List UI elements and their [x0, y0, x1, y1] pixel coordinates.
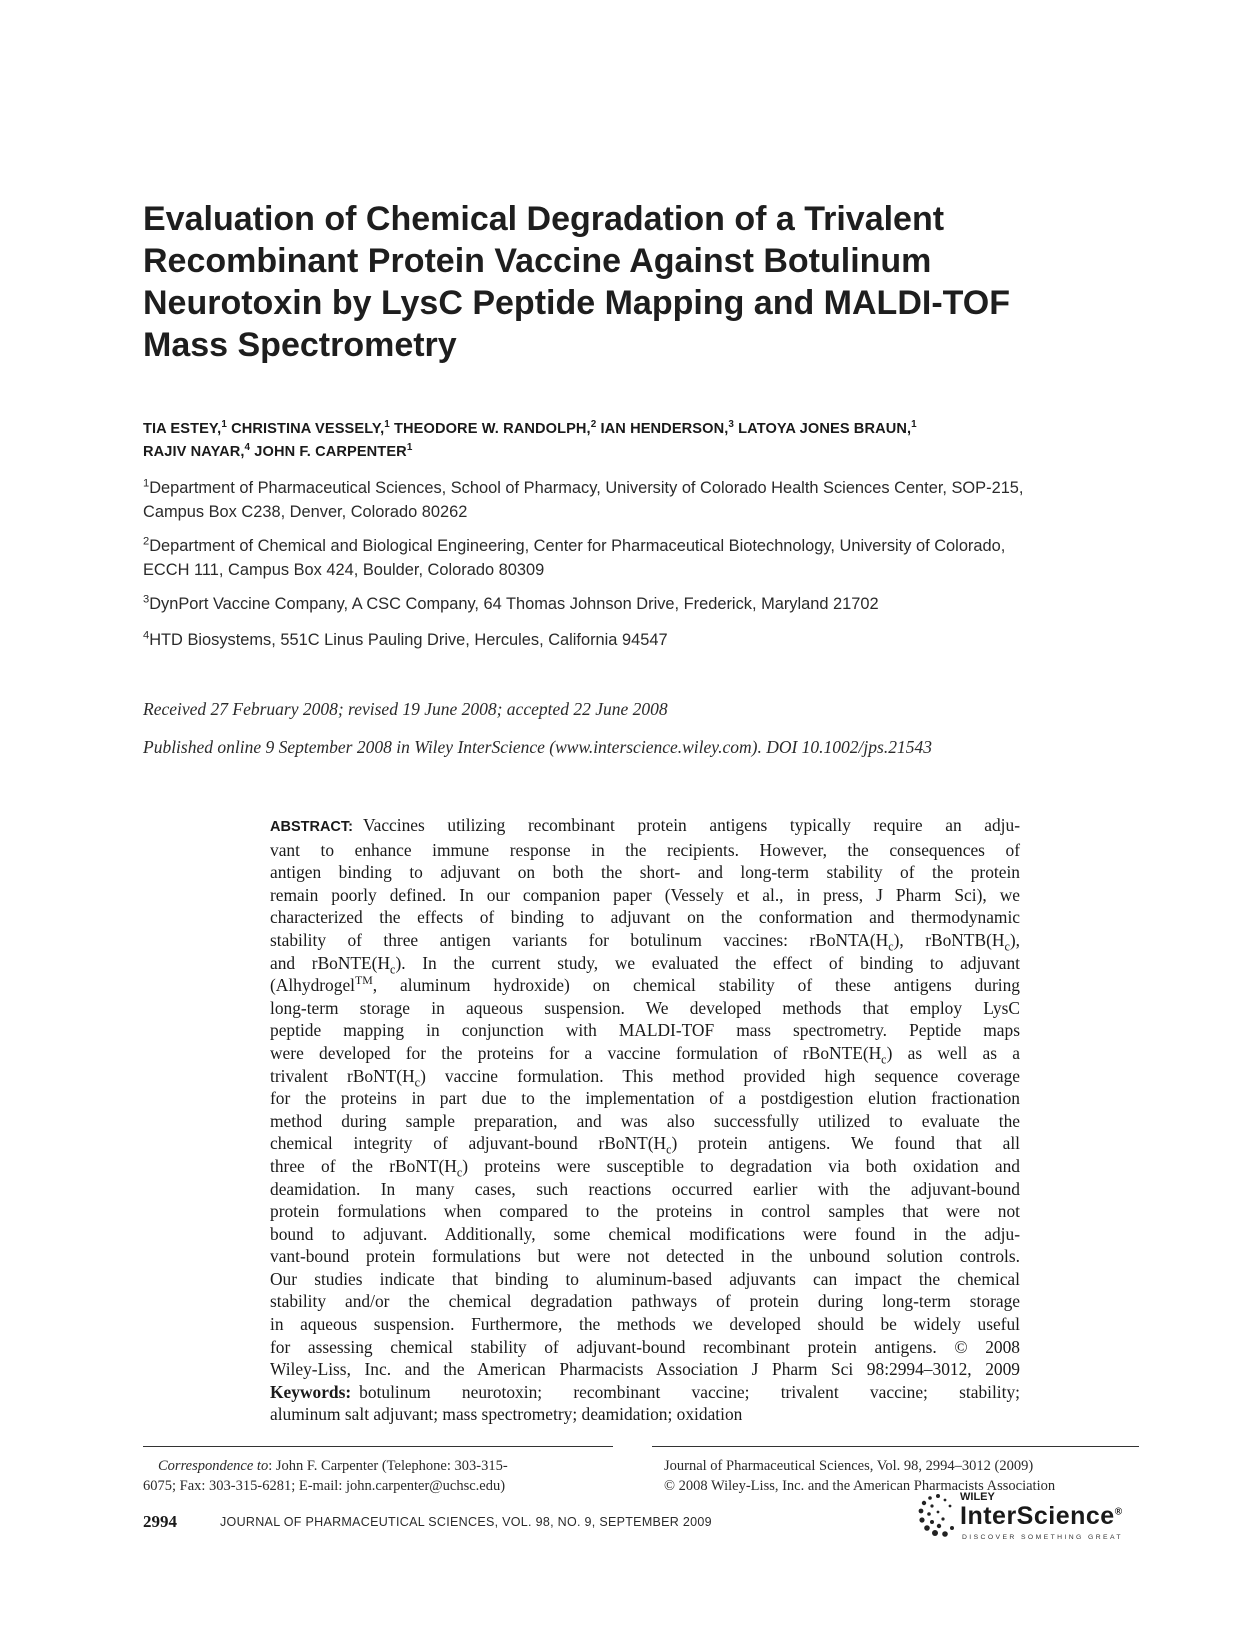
author-name: LATOYA JONES BRAUN, [738, 421, 912, 437]
author-affiliation-marker: 4 [244, 442, 251, 454]
abstract [270, 814, 1020, 1426]
keywords-line: aluminum salt adjuvant; mass spectrometry; deamidation; oxidation [270, 1404, 743, 1425]
abstract-line: ABSTRACT: Vaccines utilizing recombinant protein antigens typically require an adju- [270, 815, 1020, 835]
abstract-line: chemical integrity of adjuvant-bound $rBoNT(H_c)$ protein antigens. We found that all [270, 1133, 1020, 1157]
abstract-line: in aqueous suspension. Furthermore, the methods we developed should be widely useful [270, 1314, 1020, 1335]
interscience-wordmark: InterScience® [960, 1502, 1123, 1530]
abstract-line: for assessing chemical stability of adjuvant-bound recombinant protein antigens. © 2008 [270, 1336, 1020, 1357]
footnote-rule [143, 1446, 613, 1447]
abstract-line: for the proteins in part due to the implementation of a postdigestion elution fractionation [270, 1088, 1020, 1109]
author-name: CHRISTINA VESSELY, [231, 421, 385, 437]
affiliation-marker: 1 [143, 477, 150, 490]
affiliation [143, 534, 1143, 582]
author-affiliation-marker: 1 [221, 419, 227, 431]
abstract-line: were developed for the proteins for a vaccine formulation of $rBoNTE(H_c)$ as well as a [270, 1042, 1020, 1067]
abstract-line: stability of three antigen variants for botulinum vaccines: $rBoNTA(H_c)$, $rBoNTB(H_c)$, [270, 929, 1020, 954]
affiliation-marker: 3 [143, 593, 150, 606]
correspondence-line: 6075; Fax: 303-315-6281; E-mail: john.carpenter@uchsc.edu) [143, 1478, 506, 1494]
correspondence [143, 1456, 623, 1496]
dots-swirl-icon [918, 1492, 958, 1538]
abstract-line: protein formulations when compared to the proteins in control samples that were not [270, 1201, 1020, 1222]
affiliation-line: $^4$HTD Biosystems, 551C Linus Pauling Drive, Hercules, California 94547 [143, 629, 668, 649]
author-affiliation-marker: 1 [406, 442, 413, 454]
keywords-line [270, 1381, 1020, 1404]
page-number: 2994 [143, 1512, 177, 1531]
affiliation [143, 476, 1143, 524]
abstract-line: stability and/or the chemical degradation pathways of protein during long-term storage [270, 1291, 1020, 1312]
wiley-interscience-logo [918, 1490, 1138, 1548]
affiliation-line: $^1$Department of Pharmaceutical Sciences, School of Pharmacy, University of Colorado Health Sciences Center, SOP-215, [143, 477, 1024, 497]
abstract-line: bound to adjuvant. Additionally, some chemical modifications were found in the adju- [270, 1223, 1020, 1244]
author-name: IAN HENDERSON, [600, 421, 729, 437]
article-title [143, 198, 1103, 366]
abstract-line: deamidation. In many cases, such reactions occurred earlier with the adjuvant-bound [270, 1178, 1020, 1199]
author-name: TIA ESTEY, [143, 421, 222, 437]
affiliation-line: $^3$DynPort Vaccine Company, A CSC Company, 64 Thomas Johnson Drive, Frederick, Maryland 21702 [143, 593, 879, 613]
affiliation-line: ECCH 111, Campus Box 424, Boulder, Colorado 80309 [143, 561, 545, 579]
author-list [143, 418, 1143, 464]
title-line: Recombinant Protein Vaccine Against Botulinum [143, 242, 932, 280]
author-name: JOHN F. CARPENTER [254, 444, 407, 460]
title-line: Mass Spectrometry [143, 326, 457, 364]
abstract-line: characterized the effects of binding to adjuvant on the conformation and thermodynamic [270, 907, 1020, 928]
abstract-line: (Alhydrogel™, aluminum hydroxide) on chemical stability of these antigens during [270, 973, 1020, 996]
publication-info: Published online 9 September 2008 in Wiley InterScience (www.interscience.wiley.com). DOI 10.1002/jps.21543 [143, 737, 932, 757]
affiliation-line: $^2$Department of Chemical and Biological Engineering, Center for Pharmaceutical Biotechnology, University of Colorado, [143, 535, 1006, 555]
abstract-line: vant-bound protein formulations but were not detected in the unbound solution controls. [270, 1246, 1020, 1267]
abstract-line: Our studies indicate that binding to aluminum-based adjuvants can impact the chemical [270, 1268, 1020, 1289]
author-line [143, 441, 1143, 464]
affiliation-marker: 2 [143, 535, 150, 548]
affiliation [143, 628, 1143, 652]
correspondence-label: Correspondence to [158, 1458, 269, 1474]
affiliation [143, 592, 1143, 616]
abstract-line: Wiley-Liss, Inc. and the American Pharmacists Association J Pharm Sci 98:2994–3012, 2009 [270, 1359, 1020, 1380]
title-line: Evaluation of Chemical Degradation of a Trivalent [143, 200, 945, 238]
abstract-line: and $rBoNTE(H_c)$. In the current study, we evaluated the effect of binding to adjuvant [270, 952, 1020, 977]
author-name: RAJIV NAYAR, [143, 444, 245, 460]
wiley-wordmark: WILEY [960, 1491, 995, 1503]
affiliation-line: Campus Box C238, Denver, Colorado 80262 [143, 503, 468, 521]
affiliation-marker: 4 [143, 629, 150, 642]
abstract-line: remain poorly defined. In our companion paper (Vessely et al., in press, J Pharm Sci), we [270, 884, 1020, 905]
abstract-line: antigen binding to adjuvant on both the short- and long-term stability of the protein [270, 862, 1020, 883]
abstract-label: ABSTRACT: [270, 819, 353, 835]
abstract-line: three of the $rBoNT(H_c)$ proteins were susceptible to degradation via both oxidation and [270, 1155, 1020, 1180]
abstract-line: trivalent $rBoNT(H_c)$ vaccine formulation. This method provided high sequence coverage [270, 1065, 1021, 1089]
author-affiliation-marker: 2 [590, 419, 597, 431]
abstract-line: long-term storage in aqueous suspension. We developed methods that employ LysC [270, 997, 1020, 1018]
journal-info-line: © 2008 Wiley-Liss, Inc. and the American Pharmacists Association [664, 1478, 1056, 1494]
footnote-rule [652, 1446, 1139, 1447]
abstract-line: peptide mapping in conjunction with MALDI-TOF mass spectrometry. Peptide maps [270, 1020, 1020, 1041]
author-affiliation-marker: 1 [384, 419, 390, 431]
author-affiliation-marker: 3 [728, 419, 734, 431]
abstract-line: vant to enhance immune response in the recipients. However, the consequences of [270, 839, 1020, 860]
running-footer: JOURNAL OF PHARMACEUTICAL SCIENCES, VOL. 98, NO. 9, SEPTEMBER 2009 [220, 1515, 712, 1529]
correspondence-line: Correspondence to: John F. Carpenter (Telephone: 303-315- [158, 1458, 508, 1474]
received-dates: Received 27 February 2008; revised 19 June 2008; accepted 22 June 2008 [143, 699, 668, 719]
abstract-line: method during sample preparation, and was also successfully utilized to evaluate the [270, 1110, 1020, 1131]
title-line: Neurotoxin by LysC Peptide Mapping and MALDI-TOF [143, 284, 1011, 322]
author-line [143, 418, 1143, 441]
journal-info-line: Journal of Pharmaceutical Sciences, Vol. 98, 2994–3012 (2009) [664, 1458, 1034, 1474]
author-name: THEODORE W. RANDOLPH, [394, 421, 591, 437]
keywords-text: botulinum neurotoxin; recombinant vaccine; trivalent vaccine; stability; [359, 1381, 1020, 1402]
logo-tagline: DISCOVER SOMETHING GREAT [962, 1534, 1123, 1541]
author-affiliation-marker: 1 [911, 419, 917, 431]
keywords-label: Keywords: [270, 1381, 352, 1402]
